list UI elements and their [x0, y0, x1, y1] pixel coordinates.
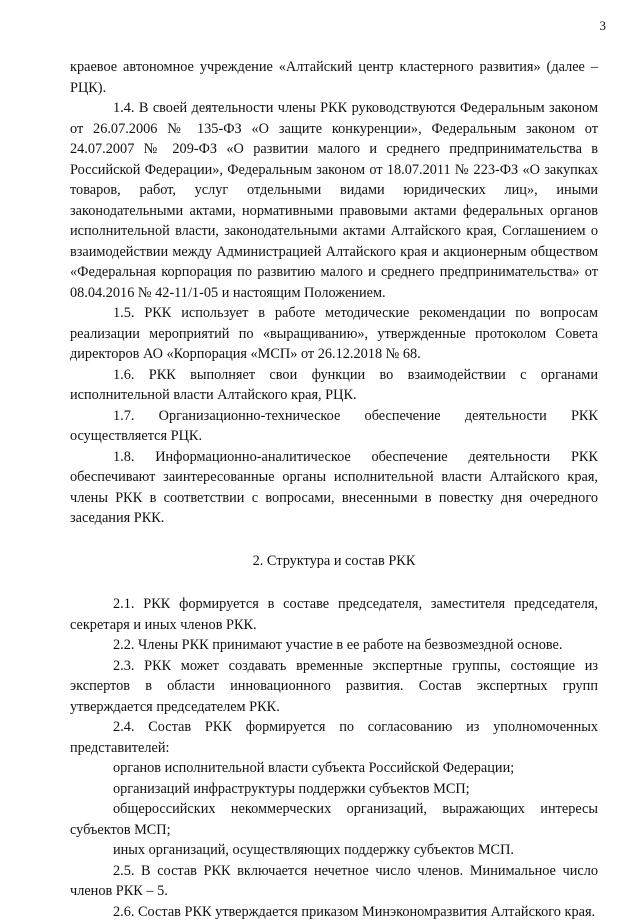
- paragraph-2-3: 2.3. РКК может создавать временные экспертные группы, состоящие из экспертов в области инновационного развития. Состав экспертных групп утверждается председателем РКК.: [70, 656, 598, 718]
- paragraph-2-2: 2.2. Члены РКК принимают участие в ее работе на безвозмездной основе.: [70, 635, 598, 656]
- list-item: организаций инфраструктуры поддержки субъектов МСП;: [70, 779, 598, 800]
- paragraph-1-5: 1.5. РКК использует в работе методические рекомендации по вопросам реализации мероприятий по «выращиванию», утвержденные протоколом Совета директоров АО «Корпорация «МСП» от 26.12.2018 № 68.: [70, 303, 598, 365]
- paragraph-2-1: 2.1. РКК формируется в составе председателя, заместителя председателя, секретаря и иных членов РКК.: [70, 594, 598, 635]
- list-item: органов исполнительной власти субъекта Российской Федерации;: [70, 758, 598, 779]
- document-body: [70, 57, 598, 922]
- paragraph-1-6: 1.6. РКК выполняет свои функции во взаимодействии с органами исполнительной власти Алтайского края, РЦК.: [70, 365, 598, 406]
- paragraph-2-6: 2.6. Состав РКК утверждается приказом Минэкономразвития Алтайского края.: [70, 902, 598, 922]
- paragraph-2-5: 2.5. В состав РКК включается нечетное число членов. Минимальное число членов РКК – 5.: [70, 861, 598, 902]
- paragraph-continuation: краевое автономное учреждение «Алтайский центр кластерного развития» (далее – РЦК).: [70, 57, 598, 98]
- paragraph-1-4: 1.4. В своей деятельности члены РКК руководствуются Федеральным законом от 26.07.2006 № 135-ФЗ «О защите конкуренции», Федеральным законом от 24.07.2007 № 209-ФЗ «О развитии малого и среднего предпринимательства в Российской Федерации», Федеральным законом от 18.07.2011 № 223-ФЗ «О закупках товаров, работ, услуг отдельными видами юридических лиц», иными законодательными актами, нормативными правовыми актами федеральных органов исполнительной власти, законодательными актами Алтайского края, Соглашением о взаимодействии между Администрацией Алтайского края и акционерным обществом «Федеральная корпорация по развитию малого и среднего предпринимательства» от 08.04.2016 № 42-11/1-05 и настоящим Положением.: [70, 98, 598, 303]
- page-number: 3: [600, 16, 607, 37]
- paragraph-2-4: 2.4. Состав РКК формируется по согласованию из уполномоченных представителей:: [70, 717, 598, 758]
- paragraph-1-7: 1.7. Организационно-техническое обеспечение деятельности РКК осуществляется РЦК.: [70, 406, 598, 447]
- paragraph-1-8: 1.8. Информационно-аналитическое обеспечение деятельности РКК обеспечивают заинтересованные органы исполнительной власти Алтайского края, члены РКК в соответствии с вопросами, внесенными в повестку дня очередного заседания РКК.: [70, 447, 598, 529]
- list-item: иных организаций, осуществляющих поддержку субъектов МСП.: [70, 840, 598, 861]
- list-item: общероссийских некоммерческих организаций, выражающих интересы субъектов МСП;: [70, 799, 598, 840]
- section-heading: 2. Структура и состав РКК: [70, 551, 598, 572]
